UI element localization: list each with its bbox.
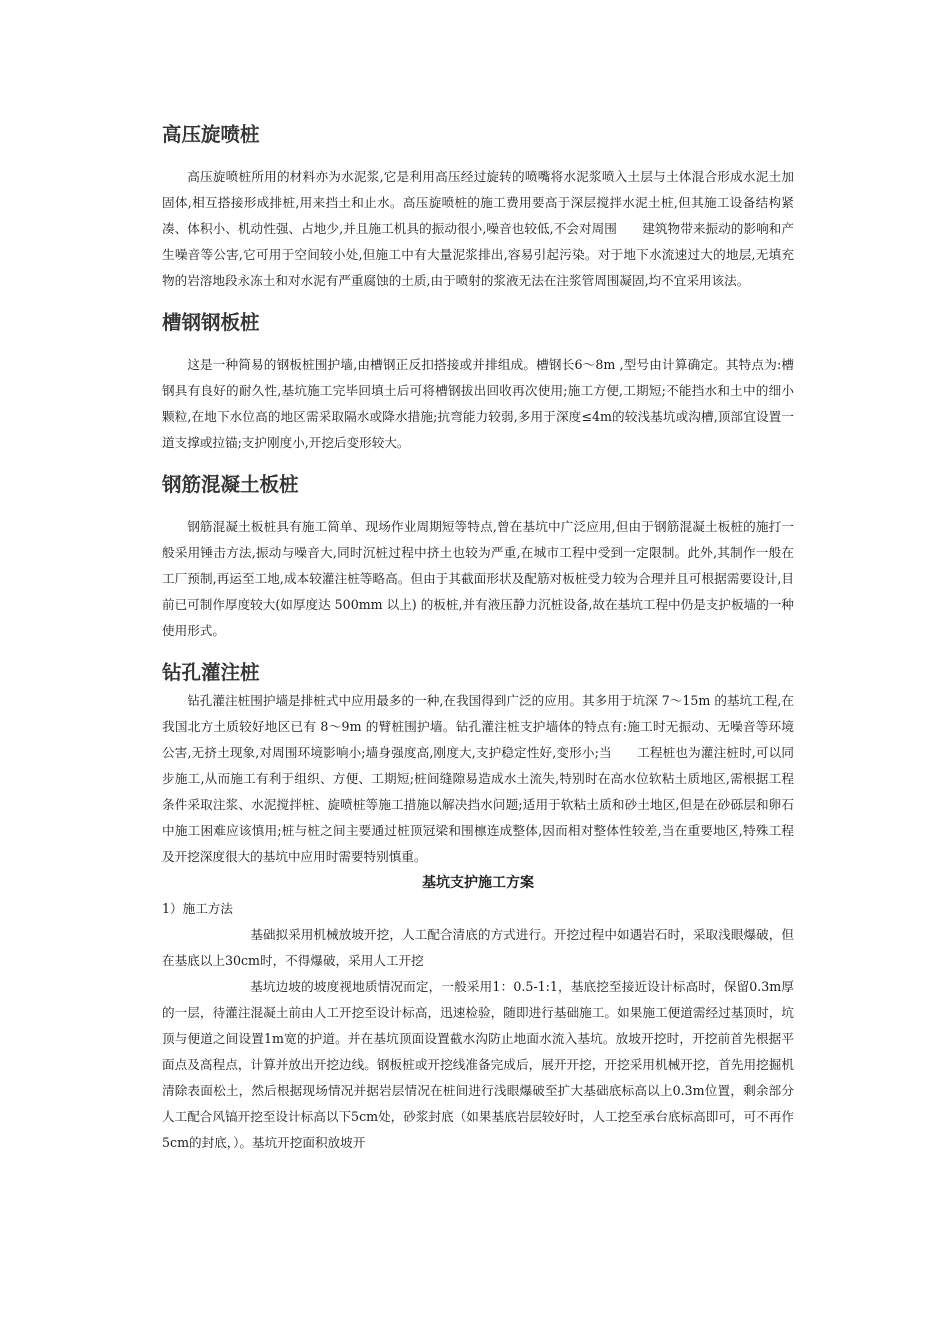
scheme-subtitle: 1）施工方法 — [162, 901, 233, 916]
section-paragraph: 高压旋喷桩所用的材料亦为水泥浆,它是利用高压经过旋转的喷嘴将水泥浆喷入土层与土体混合形成水泥土加固体,相互搭接形成排桩,用来挡土和止水。高压旋喷桩的施工费用要高于深层搅拌水泥土桩,但其施工设备结构紧凑、体积小、机动性强、占地少,并且施工机具的振动很小,噪音也较低,不会对周围 建筑物带来振动的影响和产生噪音等公害,它可用于空间较小处,但施工中有大量泥浆排出,容易引起污染。对于地下水流速过大的地层,无填充物的岩溶地段永冻土和对水泥有严重腐蚀的土质,由于喷射的浆液无法在注浆管周围凝固,均不宜采用该法。 — [162, 169, 794, 288]
scheme-paragraph: 基坑边坡的坡度视地质情况而定，一般采用1：0.5-1:1，基底挖至接近设计标高时，保留0.3m厚的一层，待灌注混凝土前由人工开挖至设计标高，迅速检验，随即进行基础施工。如果施工便道需经过基顶时，坑顶与便道之间设置1m宽的护道。并在基坑顶面设置截水沟防止地面水流入基坑。放坡开挖时，开挖前首先根据平面点及高程点，计算并放出开挖边线。钢板桩或开挖线准备完成后，展开开挖，开挖采用机械开挖，首先用挖掘机清除表面松土，然后根据现场情况并据岩层情况在桩间进行浅眼爆破至扩大基础底标高以上0.3m位置，剩余部分人工配合风镐开挖至设计标高以下5cm处，砂浆封底（如果基底岩层较好时，人工挖至承台底标高即可，可不再作5cm的封底，）。基坑开挖面积放坡开 — [162, 979, 794, 1150]
section-title: 高压旋喷桩 — [162, 123, 260, 146]
section-title: 钢筋混凝土板桩 — [162, 473, 299, 496]
section-title: 槽钢钢板桩 — [162, 311, 260, 334]
section-paragraph: 钻孔灌注桩围护墙是排桩式中应用最多的一种,在我国得到广泛的应用。其多用于坑深 7～15m 的基坑工程,在我国北方土质较好地区已有 8～9m 的臂桩围护墙。钻孔灌注桩支护墙体的特点有:施工时无振动、无噪音等环境公害,无挤土现象,对周围环境影响小;墙身强度高,刚度大,支护稳定性好,变形小;当 工程桩也为灌注桩时,可以同步施工,从而施工有利于组织、方便、工期短;桩间缝隙易造成水土流失,特别时在高水位软粘土质地区,需根据工程条件采取注浆、水泥搅拌桩、旋喷桩等施工措施以解决挡水问题;适用于软粘土质和砂土地区,但是在砂砾层和卵石中施工困难应该慎用;桩与桩之间主要通过桩顶冠梁和围檩连成整体,因而相对整体性较差,当在重要地区,特殊工程及开挖深度很大的基坑中应用时需要特别慎重。 — [162, 693, 794, 864]
section-paragraph: 这是一种简易的钢板桩围护墙,由槽钢正反扣搭接或并排组成。槽钢长6～8m ,型号由计算确定。其特点为:槽钢具有良好的耐久性,基坑施工完毕回填土后可将槽钢拔出回收再次使用;施工方便,工期短;不能挡水和土中的细小颗粒,在地下水位高的地区需采取隔水或降水措施;抗弯能力较弱,多用于深度≤4m的较浅基坑或沟槽,顶部宜设置一道支撑或拉锚;支护刚度小,开挖后变形较大。 — [162, 357, 794, 450]
scheme-title: 基坑支护施工方案 — [422, 875, 534, 891]
scheme-paragraph: 基础拟采用机械放坡开挖，人工配合清底的方式进行。开挖过程中如遇岩石时，采取浅眼爆破，但在基底以上30cm时，不得爆破，采用人工开挖 — [162, 927, 794, 968]
section-title: 钻孔灌注桩 — [162, 661, 260, 684]
document-content — [162, 120, 794, 1156]
section-paragraph: 钢筋混凝土板桩具有施工简单、现场作业周期短等特点,曾在基坑中广泛应用,但由于钢筋混凝土板桩的施打一般采用锤击方法,振动与噪音大,同时沉桩过程中挤土也较为严重,在城市工程中受到一定限制。此外,其制作一般在工厂预制,再运至工地,成本较灌注桩等略高。但由于其截面形状及配筋对板桩受力较为合理并且可根据需要设计,目前已可制作厚度较大(如厚度达 500mm 以上) 的板桩,并有液压静力沉桩设备,故在基坑工程中仍是支护板墙的一种使用形式。 — [162, 519, 794, 638]
